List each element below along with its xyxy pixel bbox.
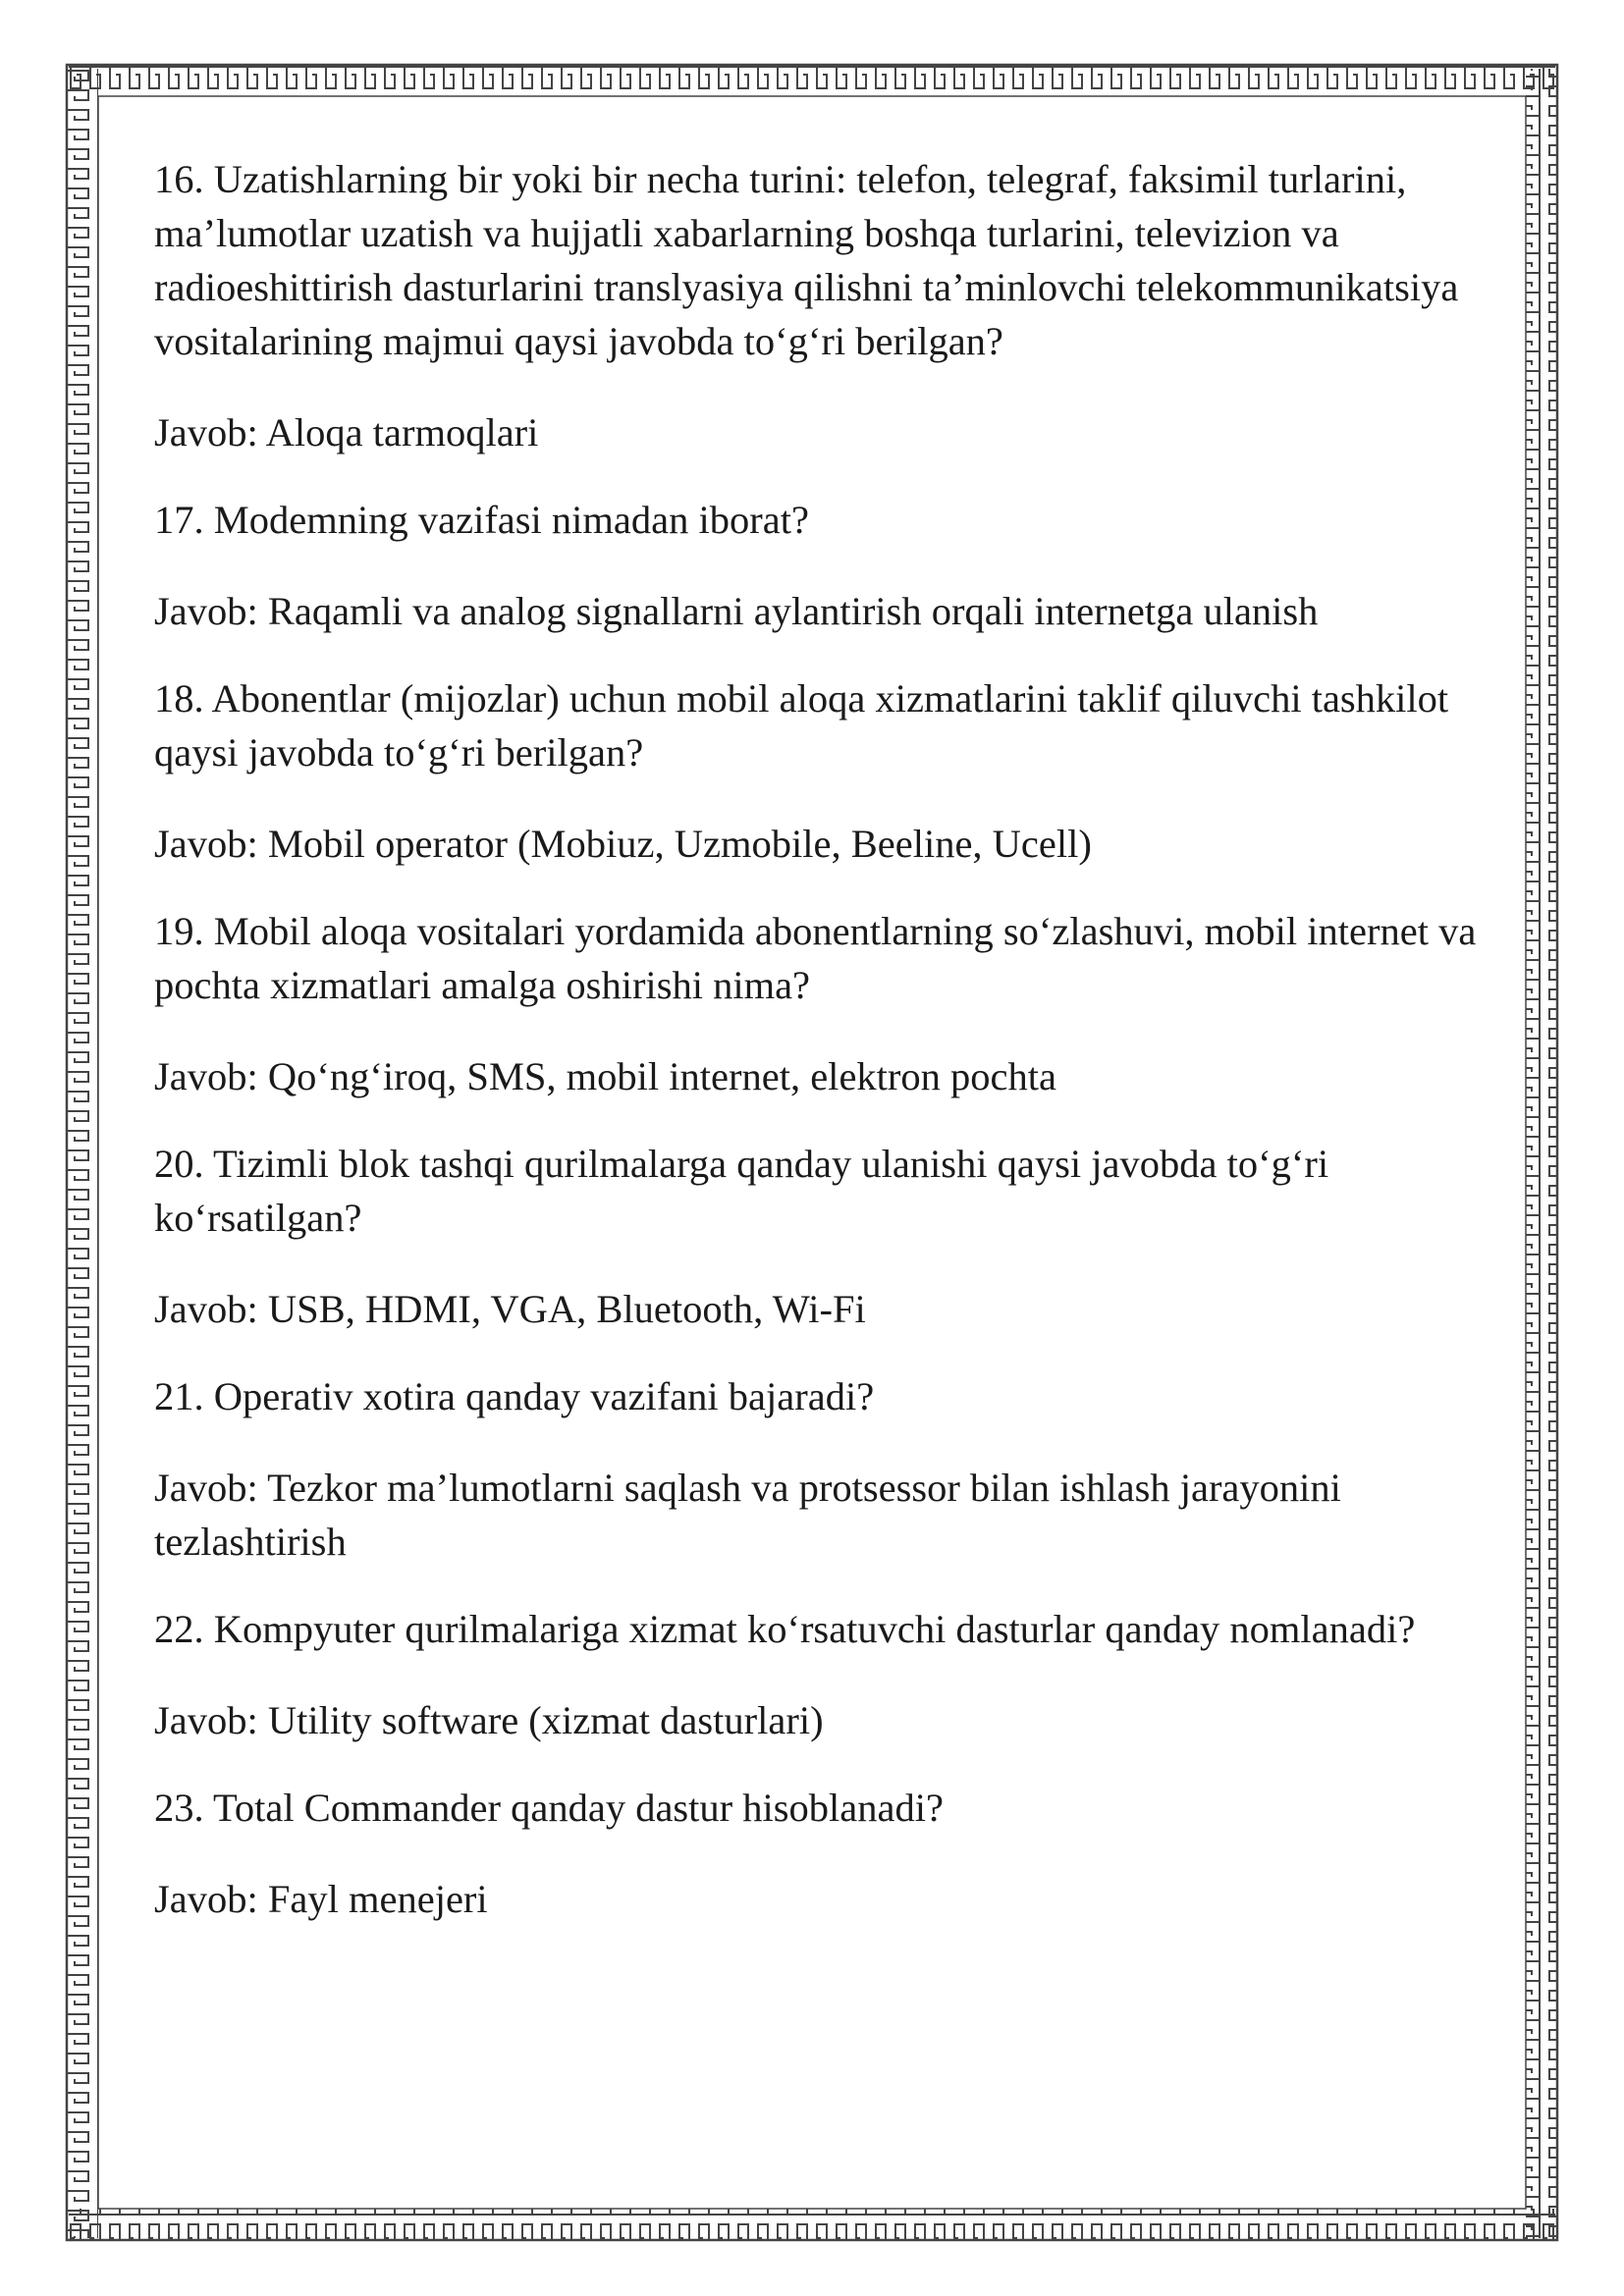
- answer-22: Javob: Utility software (xizmat dasturlari): [154, 1698, 824, 1742]
- answer-21: Javob: Tezkor ma’lumotlarni saqlash va protsessor bilan ishlash jarayonini tezlashtirish: [154, 1466, 1341, 1564]
- question-23: 23. Total Commander qanday dastur hisoblanadi?: [154, 1786, 944, 1830]
- document-body: [154, 152, 1489, 1959]
- question-18: 18. Abonentlar (mijozlar) uchun mobil aloqa xizmatlarini taklif qiluvchi tashkilot qaysi javobda to‘g‘ri berilgan?: [154, 676, 1449, 774]
- answer-19: Javob: Qo‘ng‘iroq, SMS, mobil internet, elektron pochta: [154, 1054, 1056, 1098]
- answer-16: Javob: Aloqa tarmoqlari: [154, 410, 539, 454]
- question-16: 16. Uzatishlarning bir yoki bir necha turini: telefon, telegraf, faksimil turlarini, ma’lumotlar uzatish va hujjatli xabarlarning boshqa turlarini, televizion va radioeshittirish dasturlarini translyasiya qilishni ta’minlovchi telekommunikatsiya vositalarining majmui qaysi javobda to‘g‘ri berilgan?: [154, 157, 1459, 363]
- answer-23: Javob: Fayl menejeri: [154, 1877, 488, 1921]
- question-21: 21. Operativ xotira qanday vazifani bajaradi?: [154, 1374, 875, 1418]
- question-17: 17. Modemning vazifasi nimadan iborat?: [154, 498, 809, 542]
- question-19: 19. Mobil aloqa vositalari yordamida abonentlarning so‘zlashuvi, mobil internet va pochta xizmatlari amalga oshirishi nima?: [154, 909, 1477, 1007]
- question-20: 20. Tizimli blok tashqi qurilmalarga qanday ulanishi qaysi javobda to‘g‘ri ko‘rsatilgan?: [154, 1142, 1329, 1240]
- question-22: 22. Kompyuter qurilmalariga xizmat ko‘rsatuvchi dasturlar qanday nomlanadi?: [154, 1607, 1416, 1651]
- answer-17: Javob: Raqamli va analog signallarni aylantirish orqali internetga ulanish: [154, 589, 1319, 633]
- answer-20: Javob: USB, HDMI, VGA, Bluetooth, Wi-Fi: [154, 1287, 866, 1331]
- answer-18: Javob: Mobil operator (Mobiuz, Uzmobile, Beeline, Ucell): [154, 822, 1092, 866]
